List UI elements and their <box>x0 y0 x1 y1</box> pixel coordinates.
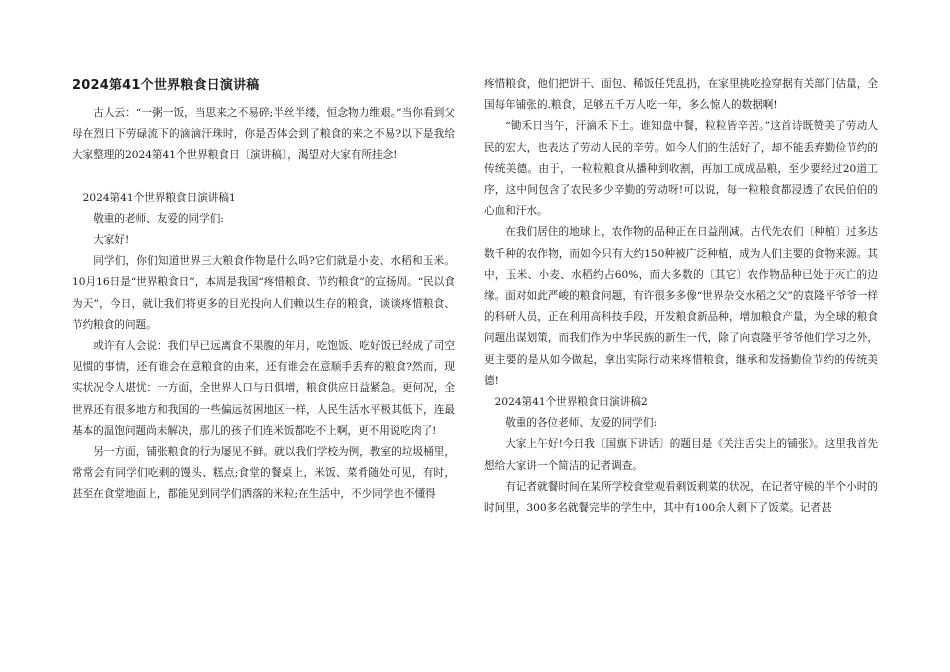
speech1-paragraph-5: 在我们居住的地球上，农作物的品种正在日益削减。古代先农们〔种植〕过多达数千种的农作物，而如今只有大约150种被广泛种植，成为人们主要的食物来源。其中，玉米、小麦、水稻约占60%，而大多数的〔其它〕农作物品种已处于灭亡的边缘。面对如此严峻的粮食问题，有许很多多像“世界杂交水稻之父”的袁隆平爷爷一样的科研人员，正在利用高科技手段，开发粮食新品种，增加粮食产量，为全球的粮食问题出谋划策，而我们作为中华民族的新生一代，除了向袁隆平爷爷他们学习之外，更主要的是从如今做起，拿出实际行动来疼惜粮食，继承和发扬勤俭节约的传统美德! <box>484 226 878 387</box>
speech1-heading: 2024第41个世界粮食日演讲稿1 <box>82 191 236 204</box>
document-title: 2024第41个世界粮食日演讲稿 <box>72 78 260 93</box>
speech2-paragraph-1: 大家上午好!今日我〔国旗下讲话〕的题目是《关注舌尖上的铺张》。这里我首先想给大家讲一个简洁的记者调查。 <box>484 438 878 472</box>
speech1-greeting: 大家好! <box>93 234 130 247</box>
speech1-paragraph-3-end: 疼惜粮食，他们把饼干、面包、稀饭任凭乱扔，在家里挑吃捡穿据有关部门估量，全国每年铺张的.粮食，足够五千万人吃一年，多么惊人的数据啊! <box>484 78 878 112</box>
speech1-paragraph-1: 同学们，你们知道世界三大粮食作物是什么吗?它们就是小麦、水稻和玉米。10月16日是“世界粮食日”，本周是我国“疼惜粮食、节约粮食”的宣扬周。“民以食为天”，今日，就让我们将更多的目光投向人们赖以生存的粮食，谈谈疼惜粮食、节约粮食的问题。 <box>72 255 455 331</box>
speech2-paragraph-2: 有记者就餐时间在某所学校食堂观看剩饭剩菜的状况，在记者守候的半个小时的时间里，300多名就餐完毕的学生中，其中有100余人剩下了饭菜。记者甚 <box>484 480 878 515</box>
right-column <box>484 74 878 519</box>
speech2-salutation: 敬重的各位老师、友爱的同学们: <box>505 417 658 430</box>
speech1-paragraph-3-start: 另一方面，铺张粮食的行为屡见不鲜。就以我们学校为例，教室的垃圾桶里，常常会有同学们吃剩的馒头、糕点;食堂的餐桌上，米饭、菜肴随处可见，有时，甚至在食堂地面上，都能见到同学们洒落的米粒;在生活中，不少同学也不懂得 <box>72 446 455 501</box>
speech1-paragraph-2: 或许有人会说：我们早已远离食不果腹的年月，吃饱饭、吃好饭已经成了司空见惯的事情，还有谁会在意粮食的由来，还有谁会在意顺手丢弃的粮食?然而，现实状况令人堪忧：一方面，全世界人口与日俱增，粮食供应日益紧急。更何况，全世界还有很多地方和我国的一些偏远贫困地区一样，人民生活水平极其低下，连最基本的温饱问题尚未解决，那儿的孩子们连米饭都吃不上啊，更不用说吃肉了! <box>72 340 455 437</box>
intro-paragraph: 古人云：“一粥一饭，当思来之不易碎;半丝半缕，恒念物力维艰。”当你看到父母在烈日下劳碌流下的滴滴汗珠时，你是否体会到了粮食的来之不易?以下是我给大家整理的2024第41个世界粮食日〔演讲稿〕，渴望对大家有所挂念! <box>72 107 455 162</box>
speech1-salutation: 敬重的老师、友爱的同学们: <box>93 212 224 225</box>
speech1-paragraph-4: “锄禾日当午，汗滴禾下土。谁知盘中餐，粒粒皆辛苦。”这首诗既赞美了劳动人民的宏大，也表达了劳动人民的辛劳。如今人们的生活好了，却不能丢弃勤俭节约的传统美德。由于，一粒粒粮食从播种到收割，再加工成成品粮，至少要经过20道工序，这中间包含了农民多少辛勤的劳动呀!可以说，每一粒粮食都浸透了农民伯伯的心血和汗水。 <box>484 120 878 218</box>
left-column <box>72 74 455 506</box>
speech2-heading: 2024第41个世界粮食日演讲稿2 <box>494 396 648 409</box>
